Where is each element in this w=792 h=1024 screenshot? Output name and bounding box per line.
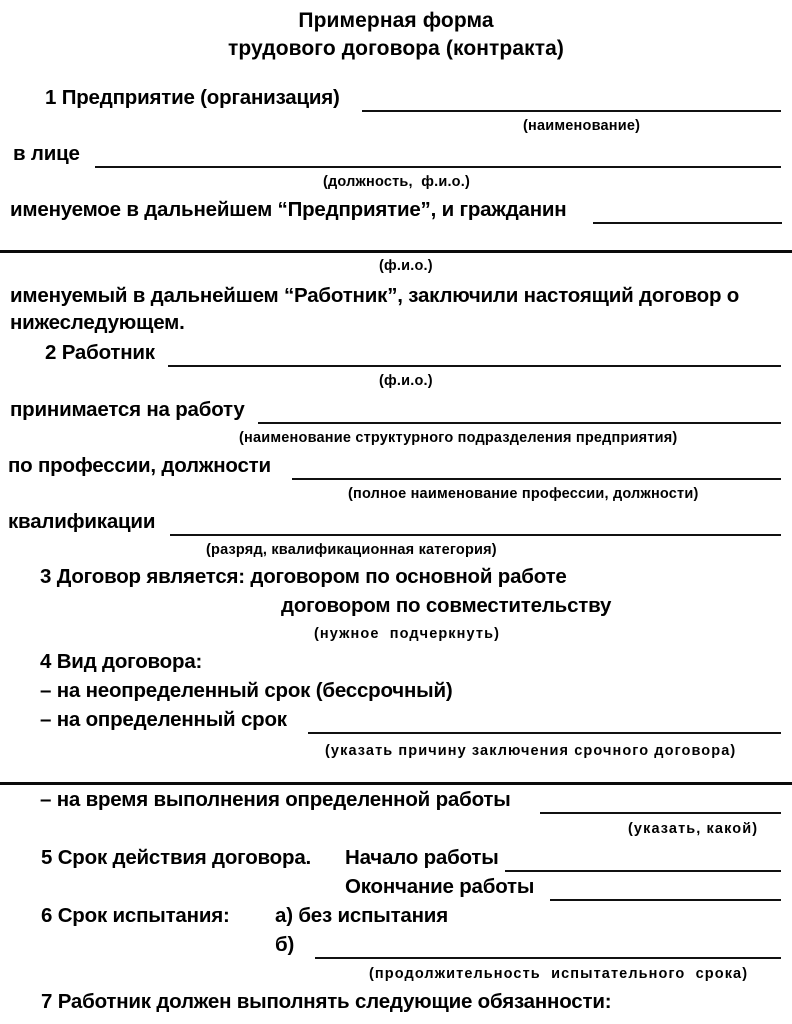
separator-rule-lower [0,782,792,785]
document-title-line-1: Примерная форма [298,9,494,32]
clause-6-caption: (продолжительность испытательного срока) [369,966,749,982]
document-title-line-2: трудового договора (контракта) [228,37,564,60]
clause-2-profession-caption: (полное наименование профессии, должности) [348,486,699,502]
clause-4-task-based-caption: (указать, какой) [628,821,759,837]
clause-5-end-label: Окончание работы [345,875,535,898]
clause-2-worker-caption: (ф.и.о.) [379,373,433,389]
clause-1-enterprise-blank[interactable] [362,110,781,112]
clause-4-fixed-term-blank[interactable] [308,732,781,734]
preamble-line-2: нижеследующем. [10,311,185,334]
clause-5-end-date-blank[interactable] [550,899,781,901]
clause-6-option-a-no-probation[interactable]: а) без испытания [275,904,448,927]
clause-2-qualification-blank[interactable] [170,534,781,536]
clause-2-qualification-caption: (разряд, квалификационная категория) [206,542,497,558]
clause-1-representative-blank[interactable] [95,166,781,168]
clause-5-start-date-blank[interactable] [505,870,781,872]
clause-3-contract-kind-label: 3 Договор является: договором по основной работе [40,565,567,588]
clause-7-duties-label: 7 Работник должен выполнять следующие обязанности: [41,990,612,1013]
clause-2-worker-label: 2 Работник [45,341,155,364]
clause-1-enterprise-label: 1 Предприятие (организация) [45,86,340,109]
clause-5-start-label: Начало работы [345,846,499,869]
clause-3-caption: (нужное подчеркнуть) [314,626,501,642]
clause-2-hire-blank[interactable] [258,422,781,424]
preamble-line-1: именуемый в дальнейшем “Работник”, заключили настоящий договор о [10,284,740,307]
clause-1-citizen-caption: (ф.и.о.) [379,258,433,274]
clause-2-profession-label: по профессии, должности [8,454,271,477]
clause-5-term-label: 5 Срок действия договора. [41,846,312,869]
clause-1-representative-label: в лице [13,142,80,165]
clause-2-profession-blank[interactable] [292,478,781,480]
clause-6-option-b-label[interactable]: б) [275,933,295,956]
clause-4-option-task-based[interactable]: – на время выполнения определенной работы [40,788,511,811]
clause-4-task-based-blank[interactable] [540,812,781,814]
clause-4-option-indefinite[interactable]: – на неопределенный срок (бессрочный) [40,679,453,702]
clause-3-option-concurrent[interactable]: договором по совместительству [281,594,612,617]
clause-4-fixed-term-caption: (указать причину заключения срочного договора) [325,743,737,759]
clause-2-qualification-label: квалификации [8,510,156,533]
clause-2-hire-caption: (наименование структурного подразделения предприятия) [239,430,678,446]
clause-1-citizen-label: именуемое в дальнейшем “Предприятие”, и гражданин [10,198,567,221]
clause-4-option-fixed-term[interactable]: – на определенный срок [40,708,287,731]
clause-1-enterprise-caption: (наименование) [523,118,641,134]
clause-2-worker-blank[interactable] [168,365,781,367]
clause-4-contract-type-label: 4 Вид договора: [40,650,203,673]
separator-rule-upper [0,250,792,253]
clause-6-probation-label: 6 Срок испытания: [41,904,230,927]
clause-1-representative-caption: (должность, ф.и.о.) [323,174,470,190]
clause-1-citizen-blank[interactable] [593,222,782,224]
clause-6-probation-duration-blank[interactable] [315,957,781,959]
clause-2-hire-label: принимается на работу [10,398,245,421]
